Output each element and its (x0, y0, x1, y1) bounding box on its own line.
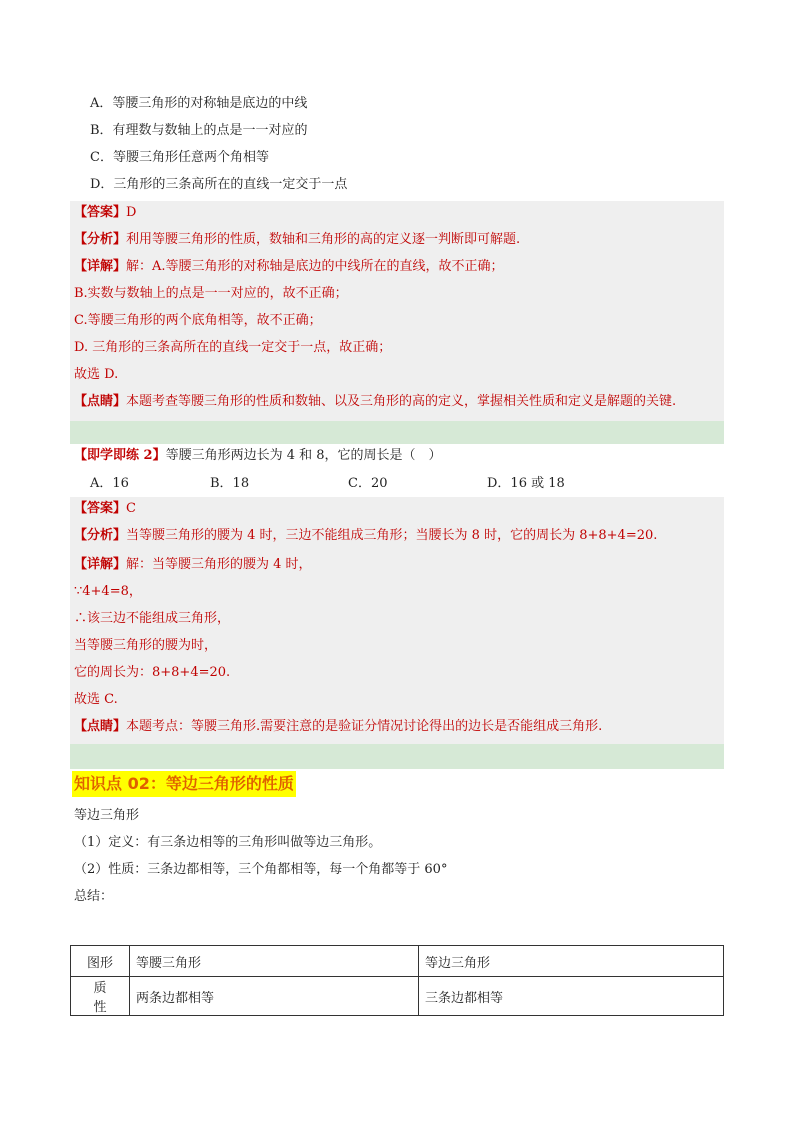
analysis-tag: 【分析】 (74, 528, 127, 543)
answer-block-1-footer (70, 421, 724, 444)
comparison-table (70, 945, 724, 1016)
section-line-3: （2）性质：三条边都相等，三个角都相等，每一个角都等于 60° (74, 862, 448, 877)
answer-value: C (126, 501, 136, 516)
q1-option-c: C．等腰三角形任意两个角相等 (90, 150, 269, 165)
q2-tag: 【即学即练 2】 (74, 448, 166, 463)
q2-text: 等腰三角形两边长为 4 和 8，它的周长是（ ） (165, 448, 442, 463)
q1-detail-line-5: 故选 D. (74, 367, 119, 382)
table-row (71, 977, 724, 1016)
detail-tag: 【详解】 (74, 557, 127, 572)
detail-text: 解：A.等腰三角形的对称轴是底边的中线所在的直线，故不正确； (126, 259, 504, 274)
section-line-4: 总结： (74, 889, 114, 904)
table-cell: 图形 (71, 946, 130, 977)
q2-comment-line (74, 718, 602, 736)
q2-detail-line-3: ∴该三边不能组成三角形， (74, 611, 231, 626)
table-cell: 质 性 (71, 977, 130, 1016)
q2-choice-c: C．20 (348, 476, 388, 491)
table-cell: 等腰三角形 (130, 946, 419, 977)
section-line-1: 等边三角形 (74, 808, 140, 823)
q2-answer-line (74, 500, 136, 518)
analysis-tag: 【分析】 (74, 232, 127, 247)
analysis-text: 当等腰三角形的腰为 4 时，三边不能组成三角形；当腰长为 8 时，它的周长为 8+8+4=20. (126, 528, 658, 543)
comment-tag: 【点睛】 (74, 719, 127, 734)
q1-answer-line (74, 204, 136, 222)
q2-detail-line-2: ∵4+4=8， (74, 584, 142, 599)
q1-option-b: B．有理数与数轴上的点是一一对应的 (90, 123, 308, 138)
q2-choice-a: A．16 (90, 476, 129, 491)
q1-comment-line (74, 393, 676, 411)
table-cell: 两条边都相等 (130, 977, 419, 1016)
table-cell: 三条边都相等 (419, 977, 724, 1016)
q1-detail-line-3: C.等腰三角形的两个底角相等，故不正确； (74, 313, 322, 328)
q1-detail-line-1 (74, 258, 504, 276)
comment-text: 本题考点：等腰三角形.需要注意的是验证分情况讨论得出的边长是否能组成三角形. (126, 719, 603, 734)
q2-analysis-line (74, 527, 657, 545)
table-row (71, 946, 724, 977)
q2-detail-line-6: 故选 C. (74, 692, 118, 707)
answer-tag: 【答案】 (74, 205, 127, 220)
answer-block-2-footer (70, 744, 724, 769)
answer-value: D (126, 205, 137, 220)
q1-option-d: D．三角形的三条高所在的直线一定交于一点 (90, 177, 348, 192)
q2-question (74, 447, 442, 465)
q2-choice-b: B．18 (210, 476, 250, 491)
comment-tag: 【点睛】 (74, 394, 127, 409)
q2-detail-line-1 (74, 556, 312, 574)
detail-tag: 【详解】 (74, 259, 127, 274)
q1-detail-line-4: D. 三角形的三条高所在的直线一定交于一点，故正确； (74, 340, 392, 355)
analysis-text: 利用等腰三角形的性质，数轴和三角形的高的定义逐一判断即可解题. (126, 232, 521, 247)
q1-detail-line-2: B.实数与数轴上的点是一一对应的，故不正确； (74, 286, 348, 301)
answer-tag: 【答案】 (74, 501, 127, 516)
section-heading: 知识点 02：等边三角形的性质 (72, 771, 296, 797)
detail-text: 解：当等腰三角形的腰为 4 时， (126, 557, 312, 572)
q1-option-a: A．等腰三角形的对称轴是底边的中线 (90, 96, 308, 111)
q2-choice-d: D．16 或 18 (487, 476, 565, 491)
q1-analysis-line (74, 231, 520, 249)
q2-detail-line-4: 当等腰三角形的腰为时， (74, 638, 218, 653)
comment-text: 本题考查等腰三角形的性质和数轴、以及三角形的高的定义，掌握相关性质和定义是解题的关键. (126, 394, 677, 409)
q2-detail-line-5: 它的周长为：8+8+4=20. (74, 665, 231, 680)
table-cell: 等边三角形 (419, 946, 724, 977)
section-line-2: （1）定义：有三条边相等的三角形叫做等边三角形。 (74, 835, 382, 850)
